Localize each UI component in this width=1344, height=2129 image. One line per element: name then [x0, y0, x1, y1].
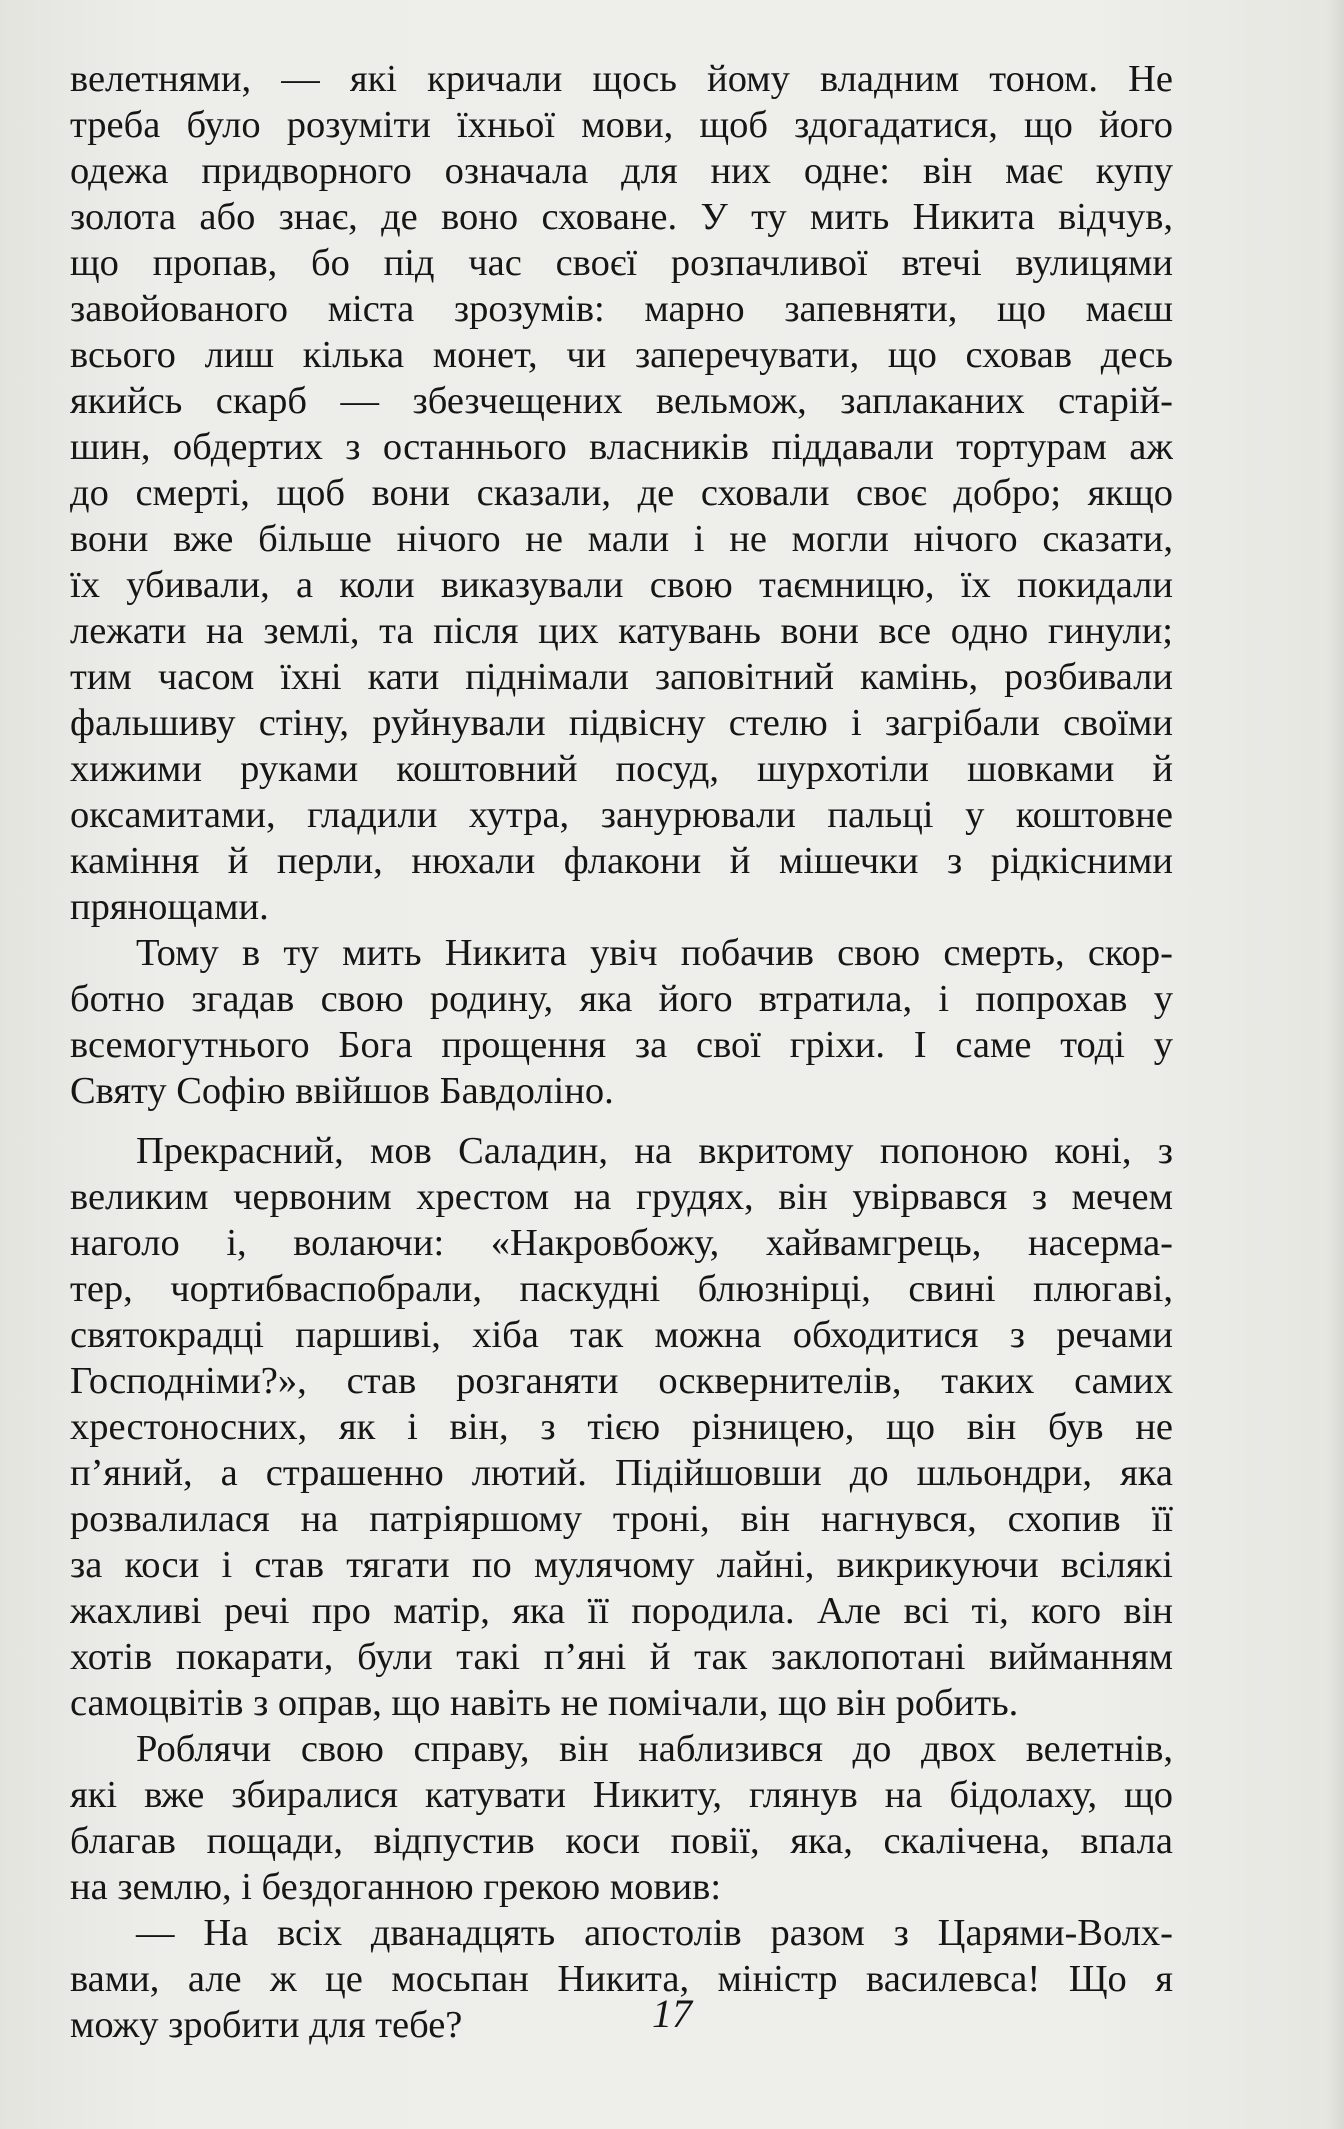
text-line: наголо і, волаючи: «Накровбожу, хайвамгрець, насерма-	[70, 1222, 1173, 1264]
text-line: хотів покарати, були такі п’яні й так заклопотані вийманням	[70, 1636, 1173, 1678]
text-line: до смерті, щоб вони сказали, де сховали своє добро; якщо	[70, 472, 1173, 514]
text-line: п’яний, а страшенно лютий. Підійшовши до шльондри, яка	[70, 1452, 1173, 1494]
text-line: хрестоносних, як і він, з тією різницею, що він був не	[70, 1406, 1173, 1448]
text-line: прянощами.	[70, 886, 269, 928]
text-line: каміння й перли, нюхали флакони й мішечки з рідкісними	[70, 840, 1173, 882]
text-line: Тому в ту мить Никита увіч побачив свою смерть, скор-	[136, 932, 1173, 974]
text-line: ботно згадав свою родину, яка його втратила, і попрохав у	[70, 978, 1173, 1020]
text-line: треба було розуміти їхньої мови, щоб здогадатися, що його	[70, 104, 1173, 146]
text-line: Господніми?», став розганяти осквернителів, таких самих	[70, 1360, 1173, 1402]
page-edge-shadow	[1326, 0, 1344, 2129]
paragraph	[70, 930, 1173, 1114]
text-line: якийсь скарб — збезчещених вельмож, заплаканих старій-	[70, 380, 1173, 422]
text-line: велетнями, — які кричали щось йому владним тоном. Не	[70, 58, 1173, 100]
text-line: святокрадці паршиві, хіба так можна обходитися з речами	[70, 1314, 1173, 1356]
text-line: всього лиш кілька монет, чи заперечувати, що сховав десь	[70, 334, 1173, 376]
paragraph	[70, 1128, 1173, 1726]
text-line: Прекрасний, мов Саладин, на вкритому попоною коні, з	[136, 1130, 1173, 1172]
text-line: Роблячи свою справу, він наблизився до двох велетнів,	[136, 1728, 1173, 1770]
text-line: одежа придворного означала для них одне: він має купу	[70, 150, 1173, 192]
page-number: 17	[652, 1991, 692, 2036]
text-line: всемогутнього Бога прощення за свої гріхи. І саме тоді у	[70, 1024, 1173, 1066]
text-line: за коси і став тягати по мулячому лайні, викрикуючи всілякі	[70, 1544, 1173, 1586]
text-line: на землю, і бездоганною грекою мовив:	[70, 1866, 722, 1908]
paragraph	[70, 56, 1173, 930]
text-line: можу зробити для тебе?	[70, 2004, 463, 2046]
text-line: золота або знає, де воно сховане. У ту мить Никита відчув,	[70, 196, 1173, 238]
text-line: самоцвітів з оправ, що навіть не помічали, що він робить.	[70, 1682, 1019, 1724]
paragraph-gap	[70, 1114, 1173, 1128]
text-line: завойованого міста зрозумів: марно запевняти, що маєш	[70, 288, 1173, 330]
text-line: фальшиву стіну, руйнували підвісну стелю і загрібали своїми	[70, 702, 1173, 744]
text-line: благав пощади, відпустив коси повії, яка, скалічена, впала	[70, 1820, 1173, 1862]
text-line: вони вже більше нічого не мали і не могли нічого сказати,	[70, 518, 1173, 560]
text-line: оксамитами, гладили хутра, занурювали пальці у коштовне	[70, 794, 1173, 836]
text-line: їх убивали, а коли виказували свою таємницю, їх покидали	[70, 564, 1173, 606]
text-line: лежати на землі, та після цих катувань вони все одно гинули;	[70, 610, 1173, 652]
text-line: — На всіх дванадцять апостолів разом з Царями-Волх-	[136, 1912, 1173, 1954]
text-line: великим червоним хрестом на грудях, він увірвався з мечем	[70, 1176, 1173, 1218]
text-line: Святу Софію ввійшов Бавдоліно.	[70, 1070, 614, 1112]
text-line: які вже збиралися катувати Никиту, глянув на бідолаху, що	[70, 1774, 1173, 1816]
text-line: вами, але ж це мосьпан Никита, міністр василевса! Що я	[70, 1958, 1173, 2000]
text-line: тим часом їхні кати піднімали заповітний камінь, розбивали	[70, 656, 1173, 698]
text-line: шин, обдертих з останнього власників піддавали тортурам аж	[70, 426, 1173, 468]
text-line: жахливі речі про матір, яка її породила. Але всі ті, кого він	[70, 1590, 1173, 1632]
page-body-text	[70, 56, 1173, 2048]
text-line: що пропав, бо під час своєї розпачливої втечі вулицями	[70, 242, 1173, 284]
paragraph	[70, 1726, 1173, 1910]
text-line: хижими руками коштовний посуд, шурхотіли шовками й	[70, 748, 1173, 790]
text-line: тер, чортибваспобрали, паскудні блюзнірці, свині плюгаві,	[70, 1268, 1173, 1310]
text-line: розвалилася на патріяршому троні, він нагнувся, схопив її	[70, 1498, 1173, 1540]
